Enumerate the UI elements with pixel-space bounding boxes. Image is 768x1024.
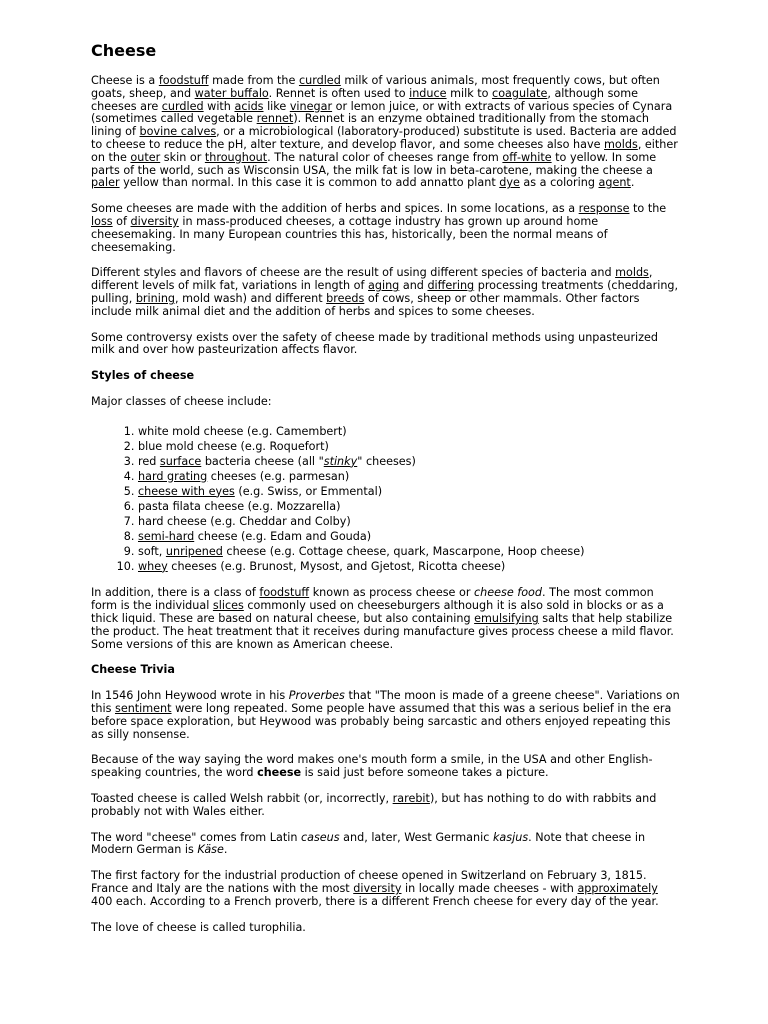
list-item [138, 441, 681, 454]
inline-link[interactable]: outer [130, 150, 161, 164]
inline-link[interactable]: differing [427, 279, 475, 293]
list-item [138, 426, 681, 439]
list-item [138, 561, 681, 574]
inline-link[interactable]: hard grating [138, 469, 208, 483]
text-run: of [112, 214, 131, 228]
list-item [138, 471, 681, 484]
text-run: yellow than normal. In this case it is common to add annatto plant [119, 176, 500, 190]
text-run: Some cheeses are made with the addition of herbs and spices. In some locations, as a [91, 202, 579, 216]
text-run: Toasted cheese is called Welsh rabbit (or, incorrectly, [91, 791, 393, 805]
inline-link[interactable]: surface [159, 454, 202, 468]
text-run: that "The moon is made of a greene cheese". Variations on this [91, 689, 680, 715]
text-run: " cheeses) [357, 454, 416, 468]
text-run: Käse [197, 843, 224, 857]
text-run: , mold wash) and different [175, 291, 327, 305]
paragraph [91, 587, 681, 651]
text-run: , different levels of milk fat, variations in length of [91, 266, 653, 293]
paragraph [91, 690, 681, 741]
inline-link[interactable]: off-white [502, 150, 552, 164]
text-run: . Rennet is often used to [268, 86, 410, 100]
text-run: salts that help stabilize the product. The heat treatment that it receives during manufacture gives process cheese a mild flavor. Some versions of this are known as American cheese. [91, 611, 674, 651]
text-run: . [630, 176, 635, 190]
text-run: white mold cheese (e.g. Camembert) [138, 424, 347, 438]
text-run: kasjus [492, 830, 529, 844]
inline-link[interactable]: breeds [326, 291, 365, 305]
article [91, 40, 681, 947]
text-run: pasta filata cheese (e.g. Mozzarella) [138, 499, 341, 513]
text-run: skin or [160, 150, 205, 164]
text-run: cheese (e.g. Edam and Gouda) [194, 529, 372, 543]
inline-link[interactable]: whey [138, 559, 168, 573]
inline-link[interactable]: curdled [161, 99, 204, 113]
text-run: as a coloring [519, 176, 599, 190]
inline-link[interactable]: vinegar [289, 99, 333, 113]
inline-link[interactable]: unripened [165, 544, 223, 558]
inline-link[interactable]: slices [212, 599, 244, 613]
paragraph [91, 267, 681, 318]
inline-link[interactable]: agent [598, 176, 631, 190]
inline-link[interactable]: cheese with eyes [138, 484, 235, 498]
list-item [138, 546, 681, 559]
text-run: commonly used on cheeseburgers although it is also sold in blocks or as a thick liquid. These are based on natural cheese, but also containing [91, 599, 664, 625]
text-run: Cheese Trivia [91, 663, 175, 677]
inline-link[interactable]: paler [91, 176, 120, 190]
text-run: (e.g. Swiss, or Emmental) [234, 484, 383, 498]
paragraph [91, 75, 681, 190]
paragraph [91, 396, 681, 409]
inline-link[interactable]: induce [409, 86, 447, 100]
text-run: The word "cheese" comes from Latin [91, 830, 301, 844]
inline-link[interactable]: dye [499, 176, 520, 190]
paragraph [91, 332, 681, 358]
inline-link[interactable]: semi-hard [138, 529, 195, 543]
text-run: Proverbes [288, 689, 345, 703]
text-run: made from the [208, 74, 299, 87]
inline-link[interactable]: foodstuff [259, 586, 310, 600]
text-run: cheeses (e.g. Brunost, Mysost, and Gjetost, Ricotta cheese) [167, 559, 506, 573]
list-item [138, 531, 681, 544]
text-run: and [399, 279, 428, 293]
text-run: Some controversy exists over the safety of cheese made by traditional methods using unpasteurized milk and over how pasteurization affects flavor. [91, 330, 659, 357]
inline-link[interactable]: molds [604, 137, 638, 151]
inline-link[interactable]: diversity [130, 214, 179, 228]
inline-link[interactable]: approximately [577, 881, 658, 895]
inline-link[interactable]: emulsifying [474, 611, 539, 625]
text-run: red [138, 454, 160, 468]
text-run: of cows, sheep or other mammals. Other factors include milk animal diet and the addition of herbs and spices to some cheeses. [91, 291, 640, 318]
paragraph [91, 754, 681, 780]
text-run: Cheese is a [91, 74, 159, 87]
text-run: blue mold cheese (e.g. Roquefort) [138, 439, 329, 453]
text-run: Major classes of cheese include: [91, 394, 272, 408]
text-run: caseus [300, 830, 340, 844]
paragraph [91, 870, 681, 908]
inline-link[interactable]: aging [368, 279, 400, 293]
text-run: . The most common form is the individual [91, 586, 654, 613]
inline-link[interactable]: molds [615, 266, 649, 280]
text-run: soft, [138, 544, 166, 558]
inline-link[interactable]: curdled [298, 74, 341, 87]
inline-link[interactable]: diversity [353, 881, 402, 895]
inline-link[interactable]: acids [234, 99, 264, 113]
text-run: The love of cheese is called turophilia. [91, 920, 306, 934]
text-run: Styles of cheese [91, 369, 195, 383]
inline-link[interactable]: brining [135, 291, 176, 305]
text-run: and, later, West Germanic [339, 830, 493, 844]
text-run: processing treatments (cheddaring, pulling, [91, 279, 679, 305]
text-run: bacteria cheese (all " [201, 454, 324, 468]
inline-link[interactable]: bovine calves [139, 125, 217, 139]
text-run: is said just before someone takes a picture. [301, 766, 549, 780]
text-run: In 1546 John Heywood wrote in his [91, 689, 289, 703]
list-item [138, 486, 681, 499]
section-heading [91, 370, 681, 383]
text-run: known as process cheese or [309, 586, 474, 600]
inline-link[interactable]: coagulate [492, 86, 548, 100]
text-run: hard cheese (e.g. Cheddar and Colby) [138, 514, 351, 528]
article-body [91, 75, 681, 934]
text-run: or lemon juice, or with extracts of various species of Cynara (sometimes called vegetable [91, 99, 673, 126]
inline-link[interactable]: rennet [256, 112, 294, 126]
inline-link[interactable]: loss [91, 214, 113, 228]
text-run: cheese (e.g. Cottage cheese, quark, Mascarpone, Hoop cheese) [222, 544, 585, 558]
text-run: to yellow. In some parts of the world, such as Wisconsin USA, the milk fat is low in beta-carotene, making the cheese a [91, 150, 657, 177]
text-run: 400 each. According to a French proverb, there is a different French cheese for every day of the year. [91, 894, 659, 908]
section-heading [91, 664, 681, 677]
text-run: Because of the way saying the word makes one's mouth form a smile, in the USA and other English-speaking countries, the word [91, 753, 653, 780]
text-run: . The natural color of cheeses range from [267, 150, 503, 164]
page-title: Cheese [91, 41, 157, 60]
text-run: . [223, 843, 228, 857]
text-run: were long repeated. Some people have assumed that this was a serious belief in the era before space exploration, but Heywood was probably being sarcastic and others enjoyed repeating this as silly nonsense. [91, 701, 672, 741]
list-item [138, 456, 681, 469]
text-run: milk of various animals, most frequently cows, but often goats, sheep, and [91, 74, 660, 100]
text-run: ). Rennet is an enzyme obtained traditionally from the stomach lining of [91, 112, 649, 139]
text-run: milk to [446, 86, 493, 100]
text-run: cheese [257, 766, 302, 780]
text-run: like [263, 99, 290, 113]
text-run: to the [629, 202, 667, 216]
list-item [138, 516, 681, 529]
inline-link[interactable]: rarebit [392, 791, 430, 805]
text-run: cheese food [473, 586, 542, 600]
text-run: cheeses (e.g. parmesan) [207, 469, 350, 483]
text-run: . Note that cheese in Modern German is [91, 830, 646, 857]
text-run: in locally made cheeses - with [401, 881, 578, 895]
paragraph [91, 203, 681, 254]
text-run: , or a microbiological (laboratory-produced) substitute is used. Bacteria are added to cheese to reduce the pH, alter texture, and develop flavor, and some cheeses also have [91, 125, 677, 151]
cheese-classes-list [91, 426, 681, 574]
text-run: ), but has nothing to do with rabbits and probably not with Wales either. [91, 791, 657, 818]
paragraph [91, 922, 681, 935]
text-run: , although some cheeses are [91, 86, 639, 113]
paragraph [91, 793, 681, 819]
text-run: In addition, there is a class of [91, 586, 260, 600]
list-item [138, 501, 681, 514]
paragraph [91, 832, 681, 858]
text-run: Different styles and flavors of cheese are the result of using different species of bacteria and [91, 266, 616, 280]
inline-link[interactable]: foodstuff [158, 74, 209, 87]
inline-link[interactable]: stinky [323, 454, 358, 468]
text-run: The first factory for the industrial production of cheese opened in Switzerland on February 3, 1815. France and Italy are the nations with the most [91, 869, 647, 895]
text-run: in mass-produced cheeses, a cottage industry has grown up around home cheesemaking. In many European countries this has, historically, been the normal means of cheesemaking. [91, 214, 608, 254]
inline-link[interactable]: sentiment [114, 701, 172, 715]
text-run: , either on the [91, 137, 678, 164]
inline-link[interactable]: throughout [204, 150, 268, 164]
inline-link[interactable]: water buffalo [194, 86, 269, 100]
inline-link[interactable]: response [578, 202, 630, 216]
text-run: with [203, 99, 235, 113]
